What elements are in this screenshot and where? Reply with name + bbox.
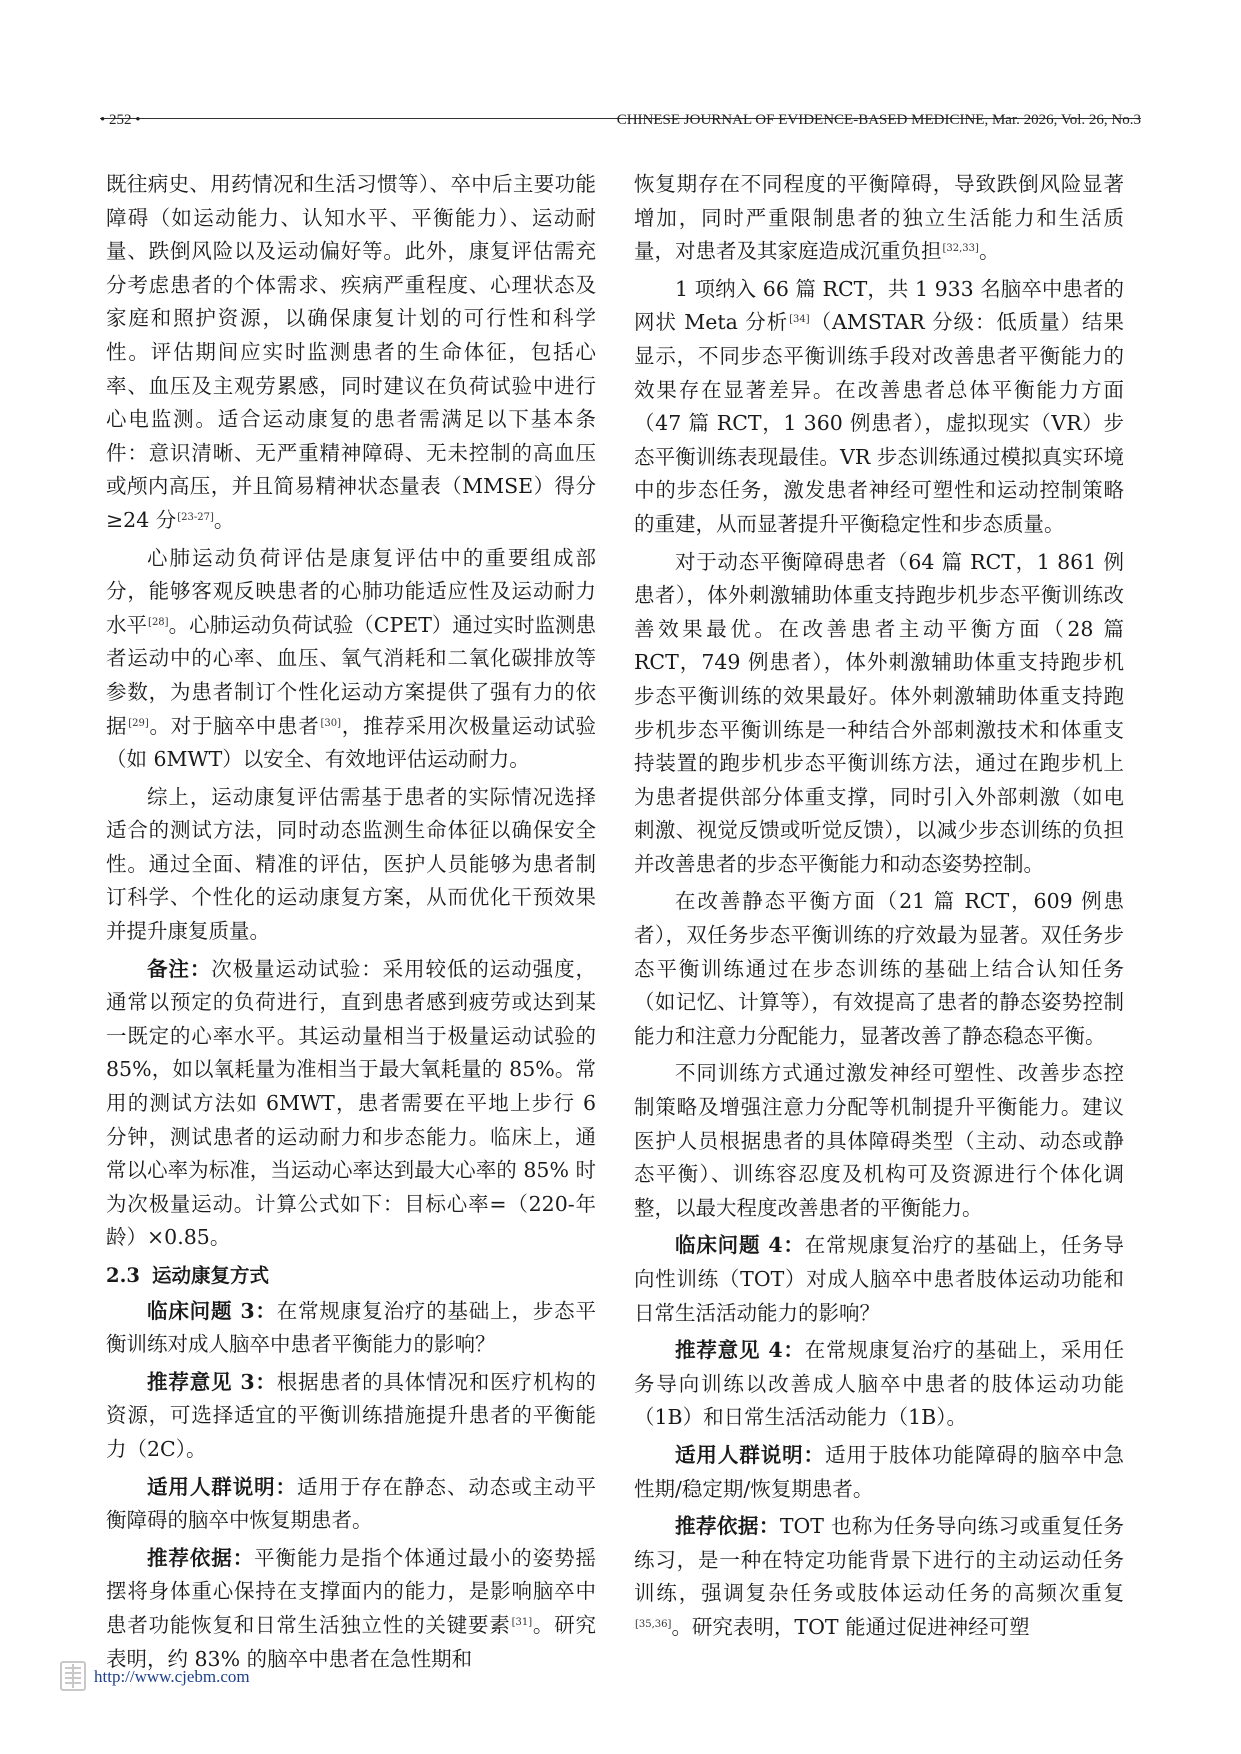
page-header <box>100 112 1141 128</box>
population-4: 适用人群说明：适用于肢体功能障碍的脑卒中急性期/稳定期/恢复期患者。 <box>634 1442 1125 1501</box>
paragraph: 对于动态平衡障碍患者（64 篇 RCT，1 861 例患者），体外刺激辅助体重支持跑步机步态平衡训练改善效果最优。在改善患者主动平衡方面（28 篇 RCT，749 例患者），体外刺激辅助体重支持跑步机步态平衡训练的效果最好。体外刺激辅助体重支持跑步机步态平衡训练是一种结合外部刺激技术和体重支持装置的跑步机步态平衡训练方法，通过在跑步机上为患者提供部分体重支撑，同时引入外部刺激（如电刺激、视觉反馈或听觉反馈），以减少步态训练的负担并改善患者的步态平衡能力和动态姿势控制。 <box>634 549 1124 876</box>
paragraph: 综上，运动康复评估需基于患者的实际情况选择适合的测试方法，同时动态监测生命体征以确保安全性。通过全面、精准的评估，医护人员能够为患者制订科学、个性化的运动康复方案，从而优化干预效果并提升康复质量。 <box>106 784 596 944</box>
paragraph: 心肺运动负荷评估是康复评估中的重要组成部分，能够客观反映患者的心肺功能适应性及运动耐力水平[28]。心肺运动负荷试验（CPET）通过实时监测患者运动中的心率、血压、氧气消耗和二氧化碳排放等参数，为患者制订个性化运动方案提供了强有力的依据[29]。对于脑卒中患者[30]，推荐采用次极量运动试验（如 6MWT）以安全、有效地评估运动耐力。 <box>106 545 597 772</box>
paragraph: 恢复期存在不同程度的平衡障碍，导致跌倒风险显著增加，同时严重限制患者的独立生活能力和生活质量，对患者及其家庭造成沉重负担[32,33]。 <box>634 172 1124 264</box>
paragraph: 既往病史、用药情况和生活习惯等）、卒中后主要功能障碍（如运动能力、认知水平、平衡能力）、运动耐量、跌倒风险以及运动偏好等。此外，康复评估需充分考虑患者的个体需求、疾病严重程度、心理状态及家庭和照护资源，以确保康复计划的可行性和科学性。评估期间应实时监测患者的生命体征，包括心率、血压及主观劳累感，同时建议在负荷试验中进行心电监测。适合运动康复的患者需满足以下基本条件：意识清晰、无严重精神障碍、无未控制的高血压或颅内高压，并且简易精神状态量表（MMSE）得分≥24 分[23-27]。 <box>106 172 596 532</box>
paragraph: 1 项纳入 66 篇 RCT，共 1 933 名脑卒中患者的网状 Meta 分析[34]（AMSTAR 分级：低质量）结果显示，不同步态平衡训练手段对改善患者平衡能力的效果存在显著差异。在改善患者总体平衡能力方面（47 篇 RCT，1 360 例患者），虚拟现实（VR）步态平衡训练表现最佳。VR 步态训练通过模拟真实环境中的步态任务，激发患者神经可塑性和运动控制策略的重建，从而显著提升平衡稳定性和步态质量。 <box>634 276 1124 536</box>
note-paragraph: 备注：次极量运动试验：采用较低的运动强度，通常以预定的负荷进行，直到患者感到疲劳或达到某一既定的心率水平。其运动量相当于极量运动试验的 85%，如以氧耗量为准相当于最大氧耗量的 85%。常用的测试方法如 6MWT，患者需要在平地上步行 6 分钟，测试患者的运动耐力和步态能力。临床上，通常以心率为标准，当运动心率达到最大心率的 85% 时为次极量运动。计算公式如下：目标心率=（220-年龄）×0.85。 <box>106 956 597 1250</box>
recommendation-4: 推荐意见 4：在常规康复治疗的基础上，采用任务导向训练以改善成人脑卒中患者的肢体运动功能（1B）和日常生活活动能力（1B）。 <box>634 1338 1124 1430</box>
basis-3: 推荐依据：平衡能力是指个体通过最小的姿势摇摆将身体重心保持在支撑面内的能力，是影响脑卒中患者功能恢复和日常生活独立性的关键要素[31]。研究表明，约 83% 的脑卒中患者在急性期和 <box>106 1545 597 1671</box>
clinical-question-4: 临床问题 4：在常规康复治疗的基础上，任务导向性训练（TOT）对成人脑卒中患者肢体运动功能和日常生活活动能力的影响？ <box>634 1233 1124 1325</box>
citation[interactable]: [35,36] <box>635 1618 672 1630</box>
citation[interactable]: [29] <box>128 717 149 729</box>
paragraph: 不同训练方式通过激发神经可塑性、改善步态控制策略及增强注意力分配等机制提升平衡能力。建议医护人员根据患者的具体障碍类型（主动、动态或静态平衡）、训练容忍度及机构可及资源进行个体化调整，以最大程度改善患者的平衡能力。 <box>634 1061 1124 1220</box>
page-number: • 252 • <box>100 112 141 128</box>
journal-title: CHINESE JOURNAL OF EVIDENCE-BASED MEDICINE, Mar. 2026, Vol. 26, No.3 <box>616 112 1141 128</box>
citation[interactable]: [23-27] <box>177 511 214 523</box>
basis-4: 推荐依据：TOT 也称为任务导向练习或重复任务练习，是一种在特定功能背景下进行的主动运动任务训练，强调复杂任务或肢体运动任务的高频次重复[35,36]。研究表明，TOT 能通过促进神经可塑 <box>634 1514 1125 1639</box>
page-footer <box>58 1656 250 1696</box>
paragraph: 在改善静态平衡方面（21 篇 RCT，609 例患者），双任务步态平衡训练的疗效最为显著。双任务步态平衡训练通过在步态训练的基础上结合认知任务（如记忆、计算等），有效提高了患者的静态姿势控制能力和注意力分配能力，显著改善了静态稳态平衡。 <box>634 889 1124 1048</box>
note-label: 备注： <box>147 956 212 981</box>
citation[interactable]: [31] <box>511 1616 533 1628</box>
recommendation-3: 推荐意见 3：根据患者的具体情况和医疗机构的资源，可选择适宜的平衡训练措施提升患者的平衡能力（2C）。 <box>106 1369 596 1461</box>
left-column <box>106 168 596 1680</box>
citation[interactable]: [28] <box>148 616 169 628</box>
population-3: 适用人群说明：适用于存在静态、动态或主动平衡障碍的脑卒中恢复期患者。 <box>106 1474 597 1533</box>
right-column <box>634 168 1124 1649</box>
citation[interactable]: [34] <box>789 314 810 326</box>
journal-url-link[interactable]: http://www.cjebm.com <box>94 1667 250 1686</box>
citation[interactable]: [32,33] <box>942 243 979 255</box>
citation[interactable]: [30] <box>320 717 342 729</box>
clinical-question-3: 临床问题 3：在常规康复治疗的基础上，步态平衡训练对成人脑卒中患者平衡能力的影响？ <box>106 1298 596 1357</box>
section-heading: 2.3 运动康复方式 <box>106 1264 269 1287</box>
journal-logo-icon <box>58 1659 88 1693</box>
